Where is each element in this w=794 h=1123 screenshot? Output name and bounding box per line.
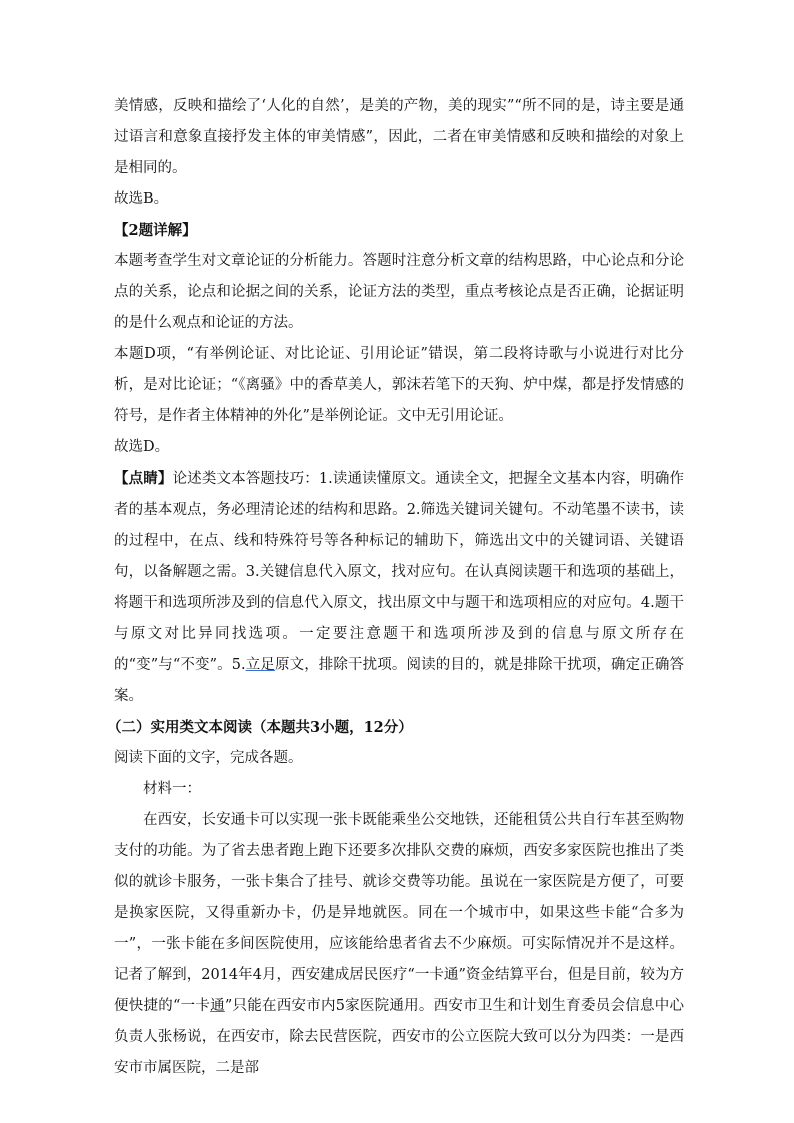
question-2-paragraph-2: 本题D项，“有举例论证、对比论证、引用论证”错误，第二段将诗歌与小说进行对比分析，是对比论证；“《离骚》中的香草美人，郭沫若笔下的天狗、炉中煤，都是抒发情感的符号，是作者主体精神的外化”是举例论证。文中无引用论证。 [114,346,684,424]
answer-2: 故选D。 [114,439,170,455]
question-2-heading: 【2题详解】 [114,222,197,239]
material-text-end: ”只能在西安市内5家医院通用。西安市卫生和计划生育委员会信息中心负责人张杨说，在西安市，除去民营医院，西安市的公立医院大致可以分为四类：一是西安市市属医院，二是部 [114,998,684,1076]
tip-label: 【点睛】 [114,470,173,487]
instruction: 阅读下面的文字，完成各题。 [114,750,303,766]
intro-paragraph: 美情感，反映和描绘了‘人化的自然’，是美的产物，美的现实”“所不同的是，诗主要是通过语言和意象直接抒发主体的审美情感”，因此，二者在审美情感和反映和描绘的对象上是相同的。 [114,98,684,176]
material-underlined-text: 通 [210,998,225,1014]
section-title: （二）实用类文本阅读（本题共3小题，12分） [107,719,413,736]
tip-text-end: 原文，排除干扰项。阅读的目的，就是排除干扰项，确定正确答案。 [114,657,685,704]
answer-1: 故选B。 [114,191,169,207]
tip-underlined-text: 立足 [245,657,275,673]
material-label: 材料一： [143,781,201,797]
document-page [107,91,685,1084]
material-paragraph [114,805,684,1084]
question-2-paragraph-1: 本题考查学生对文章论证的分析能力。答题时注意分析文章的结构思路，中心论点和分论点的关系，论点和论据之间的关系，论证方法的类型，重点考核论点是否正确，论据证明的是什么观点和论证的方法。 [114,253,684,331]
tip-paragraph [114,463,684,712]
tip-text: 论述类文本答题技巧：1.读通读懂原文。通读全文，把握全文基本内容，明确作者的基本观点，务必理清论述的结构和思路。2.筛选关键词关键句。不动笔墨不读书，读的过程中，在点、线和特殊符号等各种标记的辅助下，筛选出文中的关键词语、关键语句，以备解题之需。3.关键信息代入原文，找对应句。在认真阅读题干和选项的基础上，将题干和选项所涉及到的信息代入原文，找出原文中与题干和选项相应的对应句。4.题干与原文对比异同找选项。一定要注意题干和选项所涉及到的信息与原文所存在的“变”与“不变”。5. [114,471,684,673]
material-text: 在西安，长安通卡可以实现一张卡既能乘坐公交地铁，还能租赁公共自行车甚至购物支付的功能。为了省去患者跑上跑下还要多次排队交费的麻烦，西安多家医院也推出了类似的就诊卡服务，一张卡集合了挂号、就诊交费等功能。虽说在一家医院是方便了，可要是换家医院，又得重新办卡，仍是异地就医。同在一个城市中，如果这些卡能“合多为一”，一张卡能在多间医院使用，应该能给患者省去不少麻烦。可实际情况并不是这样。记者了解到，2014年4月，西安建成居民医疗“一卡通”资金结算平台，但是目前，较为方便快捷的“一卡 [114,812,684,1014]
